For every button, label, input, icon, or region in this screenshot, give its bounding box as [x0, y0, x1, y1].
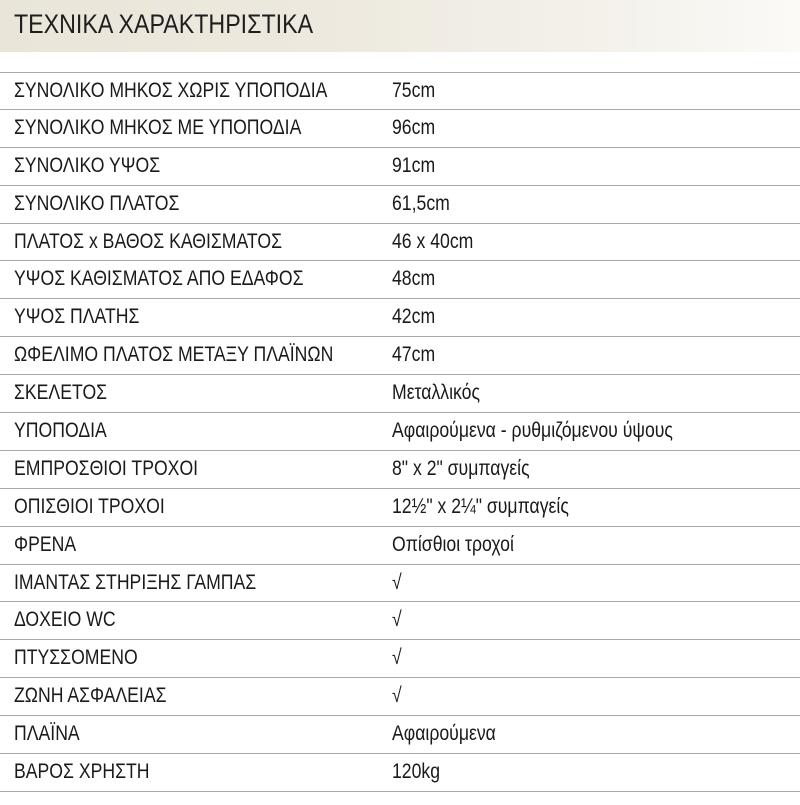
spec-label: ΠΛΑΪΝΑ [14, 722, 80, 746]
spec-row [0, 602, 800, 640]
spec-row [0, 299, 800, 337]
spec-value: 96cm [392, 115, 436, 139]
spec-value: √ [392, 570, 402, 594]
spec-value: Αφαιρούμενα [392, 722, 496, 746]
section-title: ΤΕΧΝΙΚΑ ΧΑΡΑΚΤΗΡΙΣΤΙΚΑ [14, 9, 314, 39]
spec-row [0, 148, 800, 186]
spec-value: 48cm [392, 267, 436, 291]
spec-label: ΟΠΙΣΘΙΟΙ ΤΡΟΧΟΙ [14, 494, 165, 518]
spec-value: 91cm [392, 153, 436, 177]
spec-label: ΣΥΝΟΛΙΚΟ ΥΨΟΣ [14, 153, 161, 177]
spec-label: ΕΜΠΡΟΣΘΙΟΙ ΤΡΟΧΟΙ [14, 456, 199, 480]
spec-value: 46 x 40cm [392, 229, 474, 253]
spec-label: ΩΦΕΛΙΜΟ ΠΛΑΤΟΣ ΜΕΤΑΞΥ ΠΛΑΪΝΩΝ [14, 343, 334, 367]
spec-row [0, 678, 800, 716]
spec-label: ΙΜΑΝΤΑΣ ΣΤΗΡΙΞΗΣ ΓΑΜΠΑΣ [14, 570, 257, 594]
spec-row [0, 186, 800, 224]
spec-label: ΠΤΥΣΣΟΜΕΝΟ [14, 646, 138, 670]
spec-row [0, 565, 800, 603]
spec-row [0, 489, 800, 527]
spec-value: Οπίσθιοι τροχοί [392, 532, 514, 556]
spec-row [0, 716, 800, 754]
spec-value: √ [392, 646, 402, 670]
spec-value: 75cm [392, 79, 436, 102]
spec-label: ΥΠΟΠΟΔΙΑ [14, 419, 107, 443]
spec-label: ΖΩΝΗ ΑΣΦΑΛΕΙΑΣ [14, 684, 167, 708]
spec-row [0, 72, 800, 110]
spec-row [0, 640, 800, 678]
spec-row [0, 224, 800, 262]
section-header [0, 0, 800, 52]
spec-value: √ [392, 608, 402, 632]
spec-label: ΒΑΡΟΣ ΧΡΗΣΤΗ [14, 760, 150, 784]
spec-value: 42cm [392, 305, 436, 329]
spec-label: ΣΥΝΟΛΙΚΟ ΜΗΚΟΣ ΜΕ ΥΠΟΠΟΔΙΑ [14, 115, 302, 139]
spec-label: ΥΨΟΣ ΠΛΑΤΗΣ [14, 305, 140, 329]
spec-row [0, 413, 800, 451]
spec-label: ΥΨΟΣ ΚΑΘΙΣΜΑΤΟΣ ΑΠΟ ΕΔΑΦΟΣ [14, 267, 304, 291]
spec-label: ΣΚΕΛΕΤΟΣ [14, 381, 108, 405]
specs-table [0, 72, 800, 792]
spec-row [0, 375, 800, 413]
spec-value: 61,5cm [392, 191, 450, 215]
spec-value: 8" x 2" συμπαγείς [392, 456, 530, 480]
spec-value: Μεταλλικός [392, 381, 480, 405]
spec-label: ΣΥΝΟΛΙΚΟ ΜΗΚΟΣ ΧΩΡΙΣ ΥΠΟΠΟΔΙΑ [14, 79, 328, 102]
spec-value: 47cm [392, 343, 436, 367]
spec-label: ΦΡΕΝΑ [14, 532, 77, 556]
spec-row [0, 451, 800, 489]
spec-row [0, 261, 800, 299]
spec-row [0, 110, 800, 148]
spec-value: Αφαιρούμενα - ρυθμιζόμενου ύψους [392, 419, 673, 443]
spec-label: ΔΟΧΕΙΟ WC [14, 608, 116, 632]
spec-row [0, 527, 800, 565]
spec-row [0, 337, 800, 375]
spec-label: ΣΥΝΟΛΙΚΟ ΠΛΑΤΟΣ [14, 191, 180, 215]
spec-row [0, 754, 800, 792]
spec-value: 120kg [392, 760, 441, 784]
spec-value: √ [392, 684, 402, 708]
spec-label: ΠΛΑΤΟΣ x ΒΑΘΟΣ ΚΑΘΙΣΜΑΤΟΣ [14, 229, 283, 253]
spec-value: 12½" x 2¼" συμπαγείς [392, 494, 569, 518]
